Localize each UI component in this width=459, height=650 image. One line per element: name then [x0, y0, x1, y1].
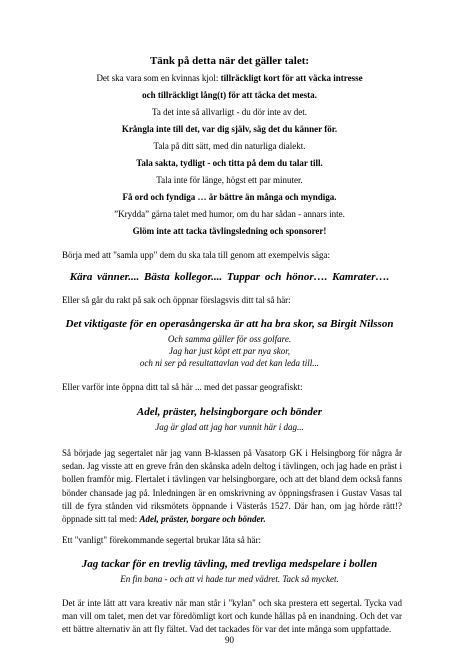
tip-bold-text: Få ord och fyndiga … är bättre än många och myndiga. [122, 192, 337, 202]
intro-paragraph: Eller varför inte öppna ditt tal så här ... med det passar geografiskt: [62, 382, 303, 392]
paragraph-bold-italic: Adel, präster, borgare och bönder. [139, 514, 266, 525]
example-quote-line: och ni ser på resultattavlan vad det kan leda till... [139, 358, 320, 368]
paragraph-line: till de fyra stånden vid riksmötets öppnande i Västerås 1527. Där han, om jag hörde rätt!? [62, 500, 402, 511]
page-heading: Tänk på detta när det gäller talet: [149, 55, 310, 67]
paragraph-line: ett bättre alternativ än att fly fältet. Vad det tackades för var det inte många som uppfattade. [62, 624, 392, 635]
tip-bold-text: tillräckligt kort för att väcka intresse [220, 73, 363, 83]
intro-paragraph: Börja med att "samla upp" dem du ska tala till genom att exempelvis säga: [62, 250, 331, 260]
tip-bold-text: Krångla inte till det, var dig själv, säg det du känner för. [121, 124, 338, 134]
tip-line [0, 208, 459, 220]
tip-line [0, 106, 459, 118]
greetings-line: Kära vänner.... Bästa kollegor.... Tuppar och hönor…. Kamrater…. [69, 271, 390, 283]
tip-text: Tala på ditt sätt, med din naturliga dialekt. [153, 141, 306, 151]
example-quote-line: En fin bana - och att vi hade tur med vädret. Tack så mycket. [120, 574, 339, 584]
paragraph-line: bönder chansade jag på. Inledningen är en omskrivning av öppningsfrasen i Gustav Vasas tal [62, 487, 402, 498]
example-quote-line: Och samma gäller för oss golfare. [167, 334, 292, 344]
page-number: 90 [225, 635, 234, 645]
paragraph-line: man vill om talet, men det var föredömligt kort och kunde hållas på en inandning. Och det var [62, 611, 402, 622]
paragraph-line: sedan. Jag visste att en greve från den skånska adeln deltog i tävlingen, och jag hade en präst i [62, 461, 402, 472]
tip-bold-text: Glöm inte att tacka tävlingsledning och sponsorer! [132, 226, 327, 236]
intro-paragraph: Ett "vanligt" förekommande segertal brukar låta så här: [62, 535, 262, 545]
story-paragraph [62, 447, 402, 526]
tip-line [0, 72, 459, 84]
paragraph-text: öppnade sitt tal med: [62, 514, 140, 525]
closing-paragraph [62, 597, 402, 637]
example-quote-heading: Det viktigaste för en operasångerska är att ha bra skor, sa Birgit Nilsson [65, 318, 394, 330]
tip-text: Tala inte för länge, högst ett par minuter. [156, 175, 303, 185]
example-quote-heading: Adel, präster, helsingborgare och bönder [136, 406, 323, 418]
tip-line [0, 174, 459, 186]
intro-paragraph: Eller så går du rakt på sak och öppnar förslagsvis ditt tal så här: [62, 295, 291, 305]
tip-bold-text: Tala sakta, tydligt - och titta på dem du talar till. [136, 158, 323, 168]
tip-text: ”Krydda” gärna talet med humor, om du har sådan - annars inte. [114, 209, 345, 219]
tip-text: Det ska vara som en kvinnas kjol: [96, 73, 221, 83]
example-quote-line: Jag är glad att jag har vunnit här i dag... [155, 422, 304, 432]
tip-line [0, 89, 459, 101]
tip-bold-text: och tillräckligt lång(t) för att täcka det mesta. [142, 90, 317, 100]
paragraph-line: bollen framför mig. Flertalet i tävlingen var helsingborgare, och att det bland dem också fanns [62, 474, 402, 485]
example-quote-heading: Jag tackar för en trevlig tävling, med trevliga medspelare i bollen [81, 558, 378, 570]
tip-line [0, 191, 459, 203]
tip-line [0, 157, 459, 169]
paragraph-line: Det är inte lätt att vara kreativ när man står i "kylan" och ska prestera ett segertal. Tycka vad [62, 598, 402, 608]
tip-text: Ta det inte så allvarligt - du dör inte av det. [151, 107, 308, 117]
paragraph-line [62, 513, 402, 526]
example-quote-line: Jag har just köpt ett par nya skor, [169, 346, 290, 356]
tip-line [0, 225, 459, 237]
tip-line [0, 140, 459, 152]
paragraph-line: Så började jag segertalet när jag vann B-klassen på Vasatorp GK i Helsingborg för några år [62, 448, 402, 458]
tip-line [0, 123, 459, 135]
